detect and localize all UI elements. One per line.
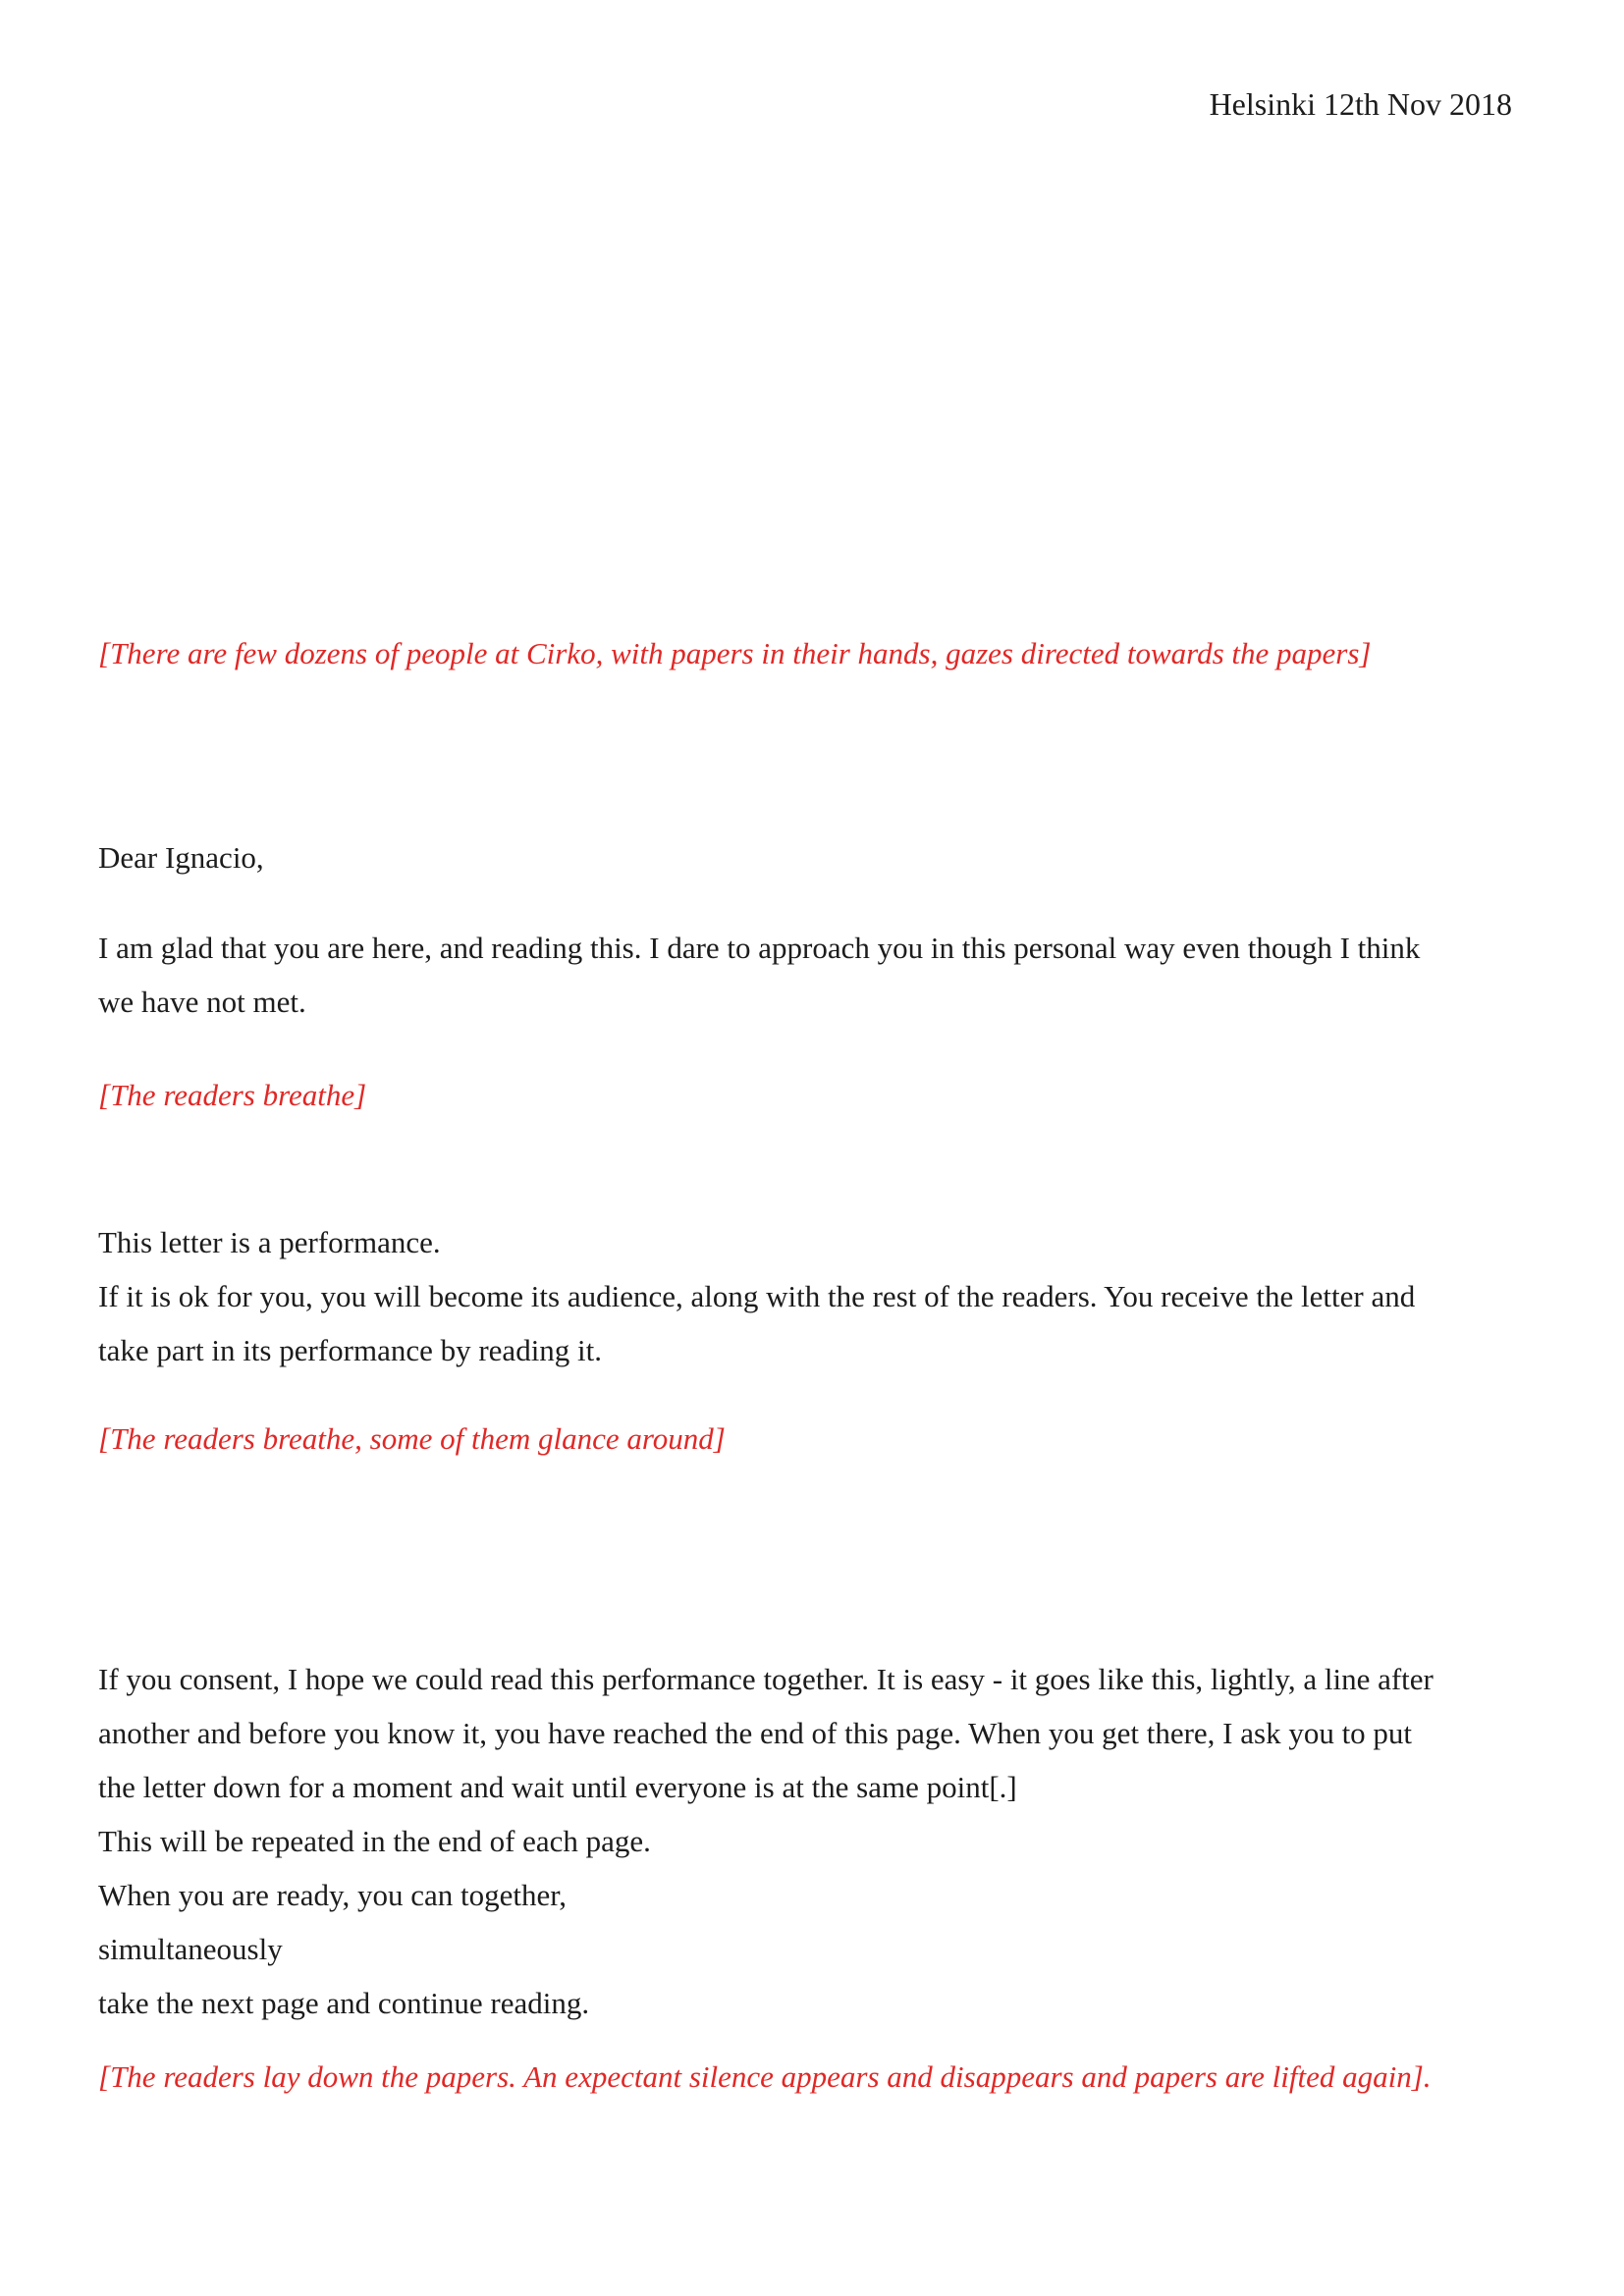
- paragraph-line: another and before you know it, you have reached the end of this page. When you get there, I ask you to put: [98, 1716, 1413, 1750]
- stage-direction-text: [The readers lay down the papers. An expectant silence appears and disappears and papers are lifted again].: [98, 2059, 1432, 2094]
- salutation: [98, 830, 1536, 884]
- paragraph: [98, 921, 1536, 1029]
- stage-direction-text: [The readers breathe, some of them glance around]: [98, 1421, 726, 1456]
- paragraph-line: I am glad that you are here, and reading this. I dare to approach you in this personal way even though I think: [98, 931, 1421, 965]
- stage-direction: [98, 2050, 1536, 2104]
- paragraph-line: the letter down for a moment and wait until everyone is at the same point[.]: [98, 1770, 1017, 1804]
- stage-direction-text: [There are few dozens of people at Cirko, with papers in their hands, gazes directed towards the papers]: [98, 636, 1372, 670]
- paragraph-line: simultaneously: [98, 1932, 283, 1966]
- paragraph-line: take part in its performance by reading it.: [98, 1333, 603, 1367]
- stage-direction-text: [The readers breathe]: [98, 1078, 367, 1112]
- paragraph-line: This letter is a performance.: [98, 1225, 441, 1259]
- stage-direction: [98, 626, 1536, 680]
- paragraph-line: take the next page and continue reading.: [98, 1986, 590, 2020]
- paragraph-line: When you are ready, you can together,: [98, 1878, 568, 1912]
- paragraph: [98, 1215, 1536, 1377]
- paragraph-line: we have not met.: [98, 985, 306, 1019]
- stage-direction: [98, 1068, 1536, 1122]
- stage-direction: [98, 1412, 1536, 1466]
- paragraph-line: If you consent, I hope we could read this performance together. It is easy - it goes like this, lightly, a line after: [98, 1662, 1434, 1696]
- salutation-text: Dear Ignacio,: [98, 840, 264, 875]
- paragraph-line: If it is ok for you, you will become its audience, along with the rest of the readers. You receive the letter and: [98, 1279, 1416, 1313]
- date-line: Helsinki 12th Nov 2018: [1209, 86, 1512, 122]
- paragraph-line: This will be repeated in the end of each page.: [98, 1824, 651, 1858]
- paragraph: [98, 1652, 1536, 2030]
